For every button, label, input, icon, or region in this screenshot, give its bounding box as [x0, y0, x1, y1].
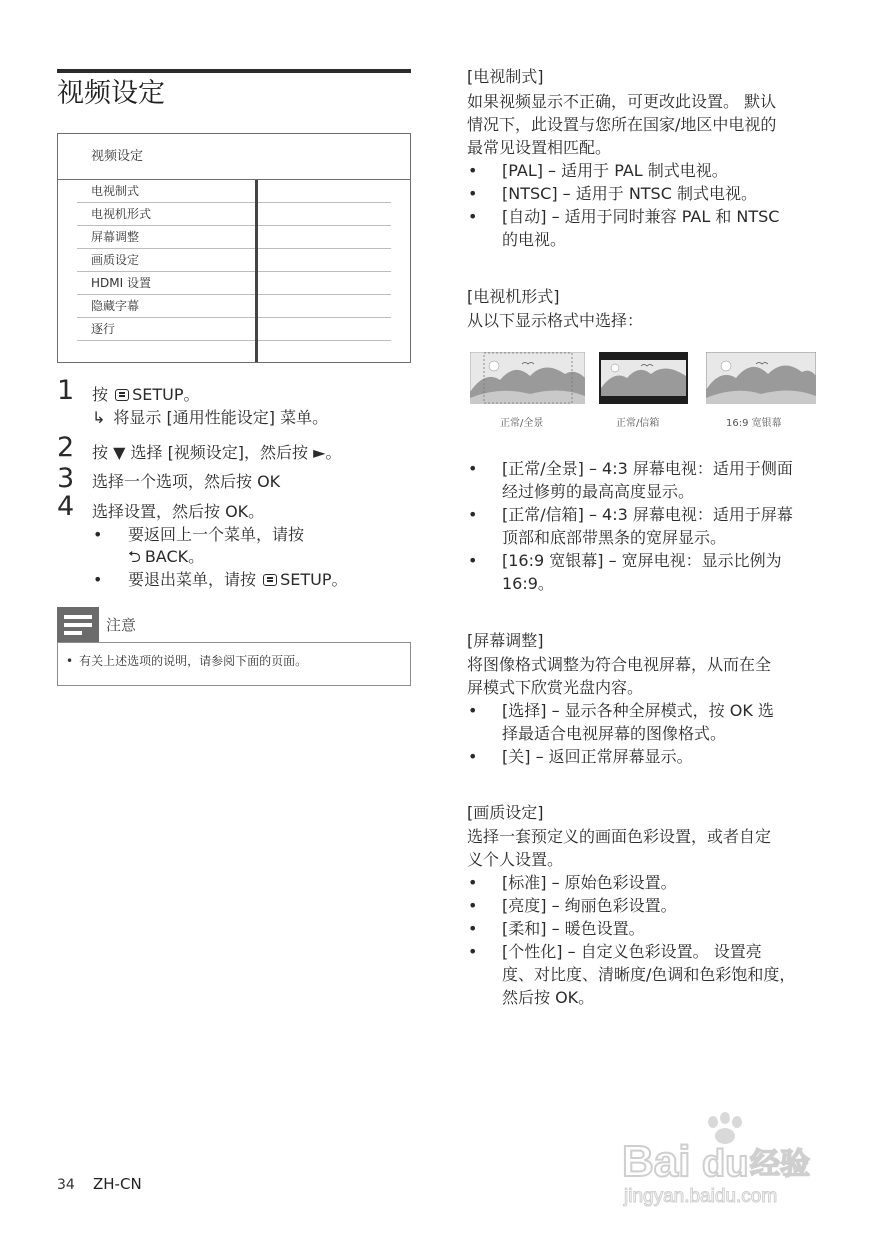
paragraph-line: 最常见设置相匹配。 [467, 138, 612, 157]
step-number: 1 [57, 375, 75, 406]
bullet: • [468, 161, 478, 180]
menu-value-cell [258, 272, 391, 295]
bullet: • [468, 551, 478, 570]
list-item: [个性化] – 自定义色彩设置。 设置亮 [502, 942, 762, 961]
bullet: • [93, 525, 103, 544]
illustration-caption: 16:9 宽银幕 [726, 418, 782, 429]
list-item-continued: 的电视。 [502, 230, 567, 249]
step-result: ↳ 将显示 [通用性能设定] 菜单。 [92, 408, 329, 427]
setup-key-icon [115, 389, 129, 401]
note-label: 注意 [106, 616, 137, 634]
note-icon [57, 607, 99, 642]
menu-value-cell [258, 226, 391, 249]
title-rule [57, 69, 411, 73]
letterbox-illustration [599, 352, 688, 404]
step-text: 选择设置，然后按 OK。 [92, 502, 265, 521]
menu-value-cell [258, 180, 391, 203]
list-item-continued: 顶部和底部带黑条的宽屏显示。 [502, 528, 727, 547]
page-title: 视频设定 [57, 78, 165, 109]
list-item: [PAL] – 适用于 PAL 制式电视。 [502, 161, 728, 180]
watermark-brand-jingyan: 经验 [750, 1147, 810, 1182]
list-item-continued: 度、对比度、清晰度/色调和色彩饱和度， [502, 965, 796, 984]
menu-value-cell [258, 295, 391, 318]
note-text: • 有关上述选项的说明，请参阅下面的页面。 [66, 654, 308, 668]
bullet: • [468, 873, 478, 892]
bullet: • [468, 459, 478, 478]
watermark-url: jingyan.baidu.com [624, 1186, 778, 1207]
list-item: [NTSC] – 适用于 NTSC 制式电视。 [502, 184, 757, 203]
list-item: [16:9 宽银幕] – 宽屏电视：显示比例为 [502, 551, 782, 570]
pan-scan-illustration [470, 352, 585, 404]
step-sub-text: 要返回上一个菜单，请按 [128, 525, 305, 544]
list-item: [柔和] – 暖色设置。 [502, 919, 645, 938]
bullet: • [468, 505, 478, 524]
menu-item: 屏幕调整 [77, 226, 255, 249]
step-number: 3 [57, 463, 75, 494]
baidu-watermark [620, 1112, 830, 1212]
step-text: 选择一个选项，然后按 OK [92, 472, 281, 491]
bullet: • [93, 570, 103, 589]
bullet: • [468, 919, 478, 938]
section-title: [电视机形式] [467, 287, 560, 306]
paragraph-line: 屏模式下欣赏光盘内容。 [467, 678, 644, 697]
page-number: 34 [57, 1177, 75, 1193]
list-item: [正常/信箱] – 4:3 屏幕电视：适用于屏幕 [502, 505, 793, 524]
widescreen-illustration [706, 352, 816, 404]
menu-illustration [57, 133, 411, 363]
paragraph-line: 义个人设置。 [467, 850, 564, 869]
illustration-caption: 正常/全景 [500, 418, 544, 429]
paragraph-line: 选择一套预定义的画面色彩设置，或者自定 [467, 827, 772, 846]
list-item: [正常/全景] – 4:3 屏幕电视：适用于侧面 [502, 459, 793, 478]
step-sub-text: ⮌ BACK。 [128, 547, 205, 566]
paragraph-line: 从以下显示格式中选择： [467, 311, 644, 330]
menu-item: HDMI 设置 [77, 272, 255, 295]
list-item-continued: 16:9。 [502, 574, 554, 593]
step-sub-text: 要退出菜单，请按 SETUP。 [128, 570, 348, 589]
result-arrow-icon: ↳ [92, 408, 106, 427]
illustration-caption: 正常/信箱 [616, 418, 660, 429]
list-item-continued: 择最适合电视屏幕的图像格式。 [502, 724, 727, 743]
menu-item: 逐行 [77, 318, 255, 341]
watermark-brand-du: du [702, 1143, 749, 1185]
bullet: • [468, 896, 478, 915]
list-item: [标准] – 原始色彩设置。 [502, 873, 677, 892]
bullet: • [468, 942, 478, 961]
step-number: 4 [57, 491, 75, 522]
watermark-brand: Bai [622, 1137, 691, 1186]
list-item: [自动] – 适用于同时兼容 PAL 和 NTSC [502, 207, 780, 226]
paragraph-line: 将图像格式调整为符合电视屏幕，从而在全 [467, 655, 772, 674]
step-number: 2 [57, 432, 75, 463]
menu-item: 隐藏字幕 [77, 295, 255, 318]
note-box [57, 642, 411, 686]
menu-header: 视频设定 [91, 149, 144, 164]
list-item-continued: 经过修剪的最高高度显示。 [502, 482, 695, 501]
bullet: • [468, 747, 478, 766]
bullet: • [468, 207, 478, 226]
step-text: 按 SETUP。 [92, 385, 200, 404]
menu-value-cell [258, 249, 391, 272]
language-code: ZH-CN [93, 1175, 142, 1193]
section-title: [屏幕调整] [467, 631, 544, 650]
step-text: 按 ▼ 选择 [视频设定]，然后按 ►。 [92, 443, 342, 462]
menu-item: 电视机形式 [77, 203, 255, 226]
bullet: • [468, 184, 478, 203]
back-icon: ⮌ [128, 547, 141, 566]
list-item: [关] – 返回正常屏幕显示。 [502, 747, 693, 766]
section-title: [电视制式] [467, 67, 544, 86]
menu-item: 画质设定 [77, 249, 255, 272]
menu-value-cell [258, 318, 391, 341]
list-item: [亮度] – 绚丽色彩设置。 [502, 896, 677, 915]
paragraph-line: 情况下，此设置与您所在国家/地区中电视的 [467, 115, 777, 134]
bullet: • [468, 701, 478, 720]
list-item-continued: 然后按 OK。 [502, 988, 595, 1007]
section-title: [画质设定] [467, 803, 544, 822]
menu-value-cell [258, 203, 391, 226]
paragraph-line: 如果视频显示不正确，可更改此设置。 默认 [467, 92, 777, 111]
list-item: [选择] – 显示各种全屏模式，按 OK 选 [502, 701, 774, 720]
setup-key-icon [263, 574, 277, 586]
menu-item: 电视制式 [77, 180, 255, 203]
